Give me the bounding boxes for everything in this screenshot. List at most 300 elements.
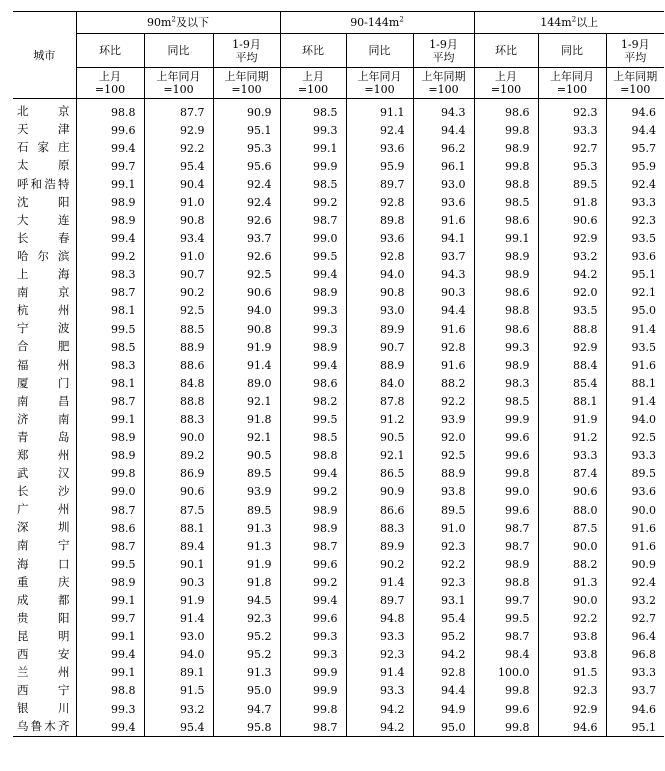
base-header: 上年同期 =100 [606,68,664,99]
index-value: 98.9 [280,519,346,537]
index-value: 87.8 [346,392,413,410]
table-row [13,392,664,410]
city-name: 沈 阳 [13,193,76,211]
index-value: 90.2 [346,555,413,573]
index-value: 95.0 [631,304,656,318]
index-value: 98.8 [280,447,346,465]
index-value: 92.5 [213,266,280,284]
index-value: 90.7 [144,266,213,284]
index-value: 93.3 [346,628,413,646]
index-value: 93.5 [538,302,606,320]
index-value: 99.0 [76,483,144,501]
index-value: 93.6 [346,139,413,157]
index-value: 91.8 [213,573,280,591]
city-name: 西 安 [13,646,76,664]
index-value: 94.9 [413,700,474,718]
index-value: 98.9 [76,193,144,211]
index-value: 90.0 [538,591,606,609]
index-value: 98.8 [474,302,538,320]
index-value: 91.6 [631,539,656,553]
index-value: 91.4 [631,394,656,408]
index-value: 92.1 [631,286,656,300]
index-value: 99.9 [280,664,346,682]
metric-header: 同比 [538,34,606,68]
index-value: 90.1 [144,555,213,573]
index-value: 94.4 [413,302,474,320]
index-value: 99.7 [76,610,144,628]
metric-header: 同比 [144,34,213,68]
index-value: 95.4 [144,718,213,737]
index-value: 98.6 [280,374,346,392]
index-value: 94.4 [631,123,656,137]
index-value: 85.4 [538,374,606,392]
index-value: 99.3 [280,302,346,320]
index-value: 91.4 [213,356,280,374]
index-value: 96.1 [413,157,474,175]
index-value: 96.2 [413,139,474,157]
index-value: 94.3 [413,266,474,284]
index-value: 99.0 [474,483,538,501]
index-value: 93.1 [413,591,474,609]
index-value: 89.9 [346,537,413,555]
index-value: 98.3 [474,374,538,392]
index-value: 91.4 [144,610,213,628]
index-value: 98.7 [280,718,346,737]
index-value: 98.7 [280,537,346,555]
index-value: 98.9 [474,555,538,573]
index-value: 99.7 [76,157,144,175]
table-row [13,230,664,248]
index-value: 88.0 [538,501,606,519]
city-name: 海 口 [13,555,76,573]
base-header: 上年同月 =100 [346,68,413,99]
index-value: 99.1 [76,628,144,646]
index-value: 92.9 [538,230,606,248]
table-row [13,175,664,193]
index-value: 98.9 [76,573,144,591]
index-value: 94.0 [631,413,656,427]
index-value: 98.7 [76,501,144,519]
city-name: 厦 门 [13,374,76,392]
index-value: 98.9 [474,266,538,284]
city-name: 武 汉 [13,465,76,483]
index-value: 95.2 [213,646,280,664]
index-value: 86.9 [144,465,213,483]
metric-header: 环比 [474,34,538,68]
index-value: 98.5 [474,392,538,410]
index-value: 92.4 [346,121,413,139]
index-value: 98.9 [76,211,144,229]
index-value: 89.5 [538,175,606,193]
index-value: 90.3 [144,573,213,591]
index-value: 92.5 [144,302,213,320]
index-value: 92.6 [213,211,280,229]
city-name: 济 南 [13,411,76,429]
index-value: 93.8 [538,646,606,664]
index-value: 94.8 [346,610,413,628]
base-header: 上年同期 =100 [213,68,280,99]
index-value: 98.5 [280,175,346,193]
index-value: 91.1 [346,99,413,122]
index-value: 91.6 [631,521,656,535]
index-value: 93.3 [346,682,413,700]
index-value: 88.8 [538,320,606,338]
index-value: 92.6 [213,248,280,266]
index-value: 98.7 [76,284,144,302]
city-name: 石家庄 [13,139,76,157]
index-value: 92.9 [538,700,606,718]
index-value: 98.8 [474,573,538,591]
index-value: 99.4 [280,356,346,374]
table-row [13,501,664,519]
index-value: 90.0 [144,429,213,447]
city-name: 南 京 [13,284,76,302]
index-value: 88.5 [144,320,213,338]
index-value: 94.5 [213,591,280,609]
index-value: 92.5 [631,431,656,445]
index-value: 88.6 [144,356,213,374]
group-header-90-below: $90m^2$及以下 [76,12,280,34]
index-value: 92.8 [346,248,413,266]
index-value: 88.1 [538,392,606,410]
index-value: 99.8 [474,121,538,139]
index-value: 91.3 [213,519,280,537]
index-value: 99.8 [474,157,538,175]
index-value: 89.2 [144,447,213,465]
index-value: 99.5 [76,320,144,338]
table-row [13,447,664,465]
index-value: 99.6 [474,447,538,465]
index-value: 94.0 [144,646,213,664]
index-value: 92.4 [631,575,656,589]
index-value: 98.6 [76,519,144,537]
index-value: 99.1 [76,411,144,429]
index-value: 98.9 [474,248,538,266]
index-value: 99.2 [280,193,346,211]
base-header: 上年同期 =100 [413,68,474,99]
metric-header: 1-9月 平均 [606,34,664,68]
table-row [13,356,664,374]
index-value: 92.7 [538,139,606,157]
index-value: 84.8 [144,374,213,392]
table-row [13,628,664,646]
index-value: 95.3 [538,157,606,175]
index-value: 92.3 [413,537,474,555]
table-row [13,139,664,157]
index-value: 95.1 [631,268,656,282]
index-value: 99.6 [280,610,346,628]
city-name: 天 津 [13,121,76,139]
index-value: 94.6 [538,718,606,737]
index-value: 93.4 [144,230,213,248]
index-value: 92.3 [413,573,474,591]
index-value: 98.7 [474,519,538,537]
city-column-header: 城市 [13,12,76,99]
table-row [13,555,664,573]
index-value: 98.3 [76,356,144,374]
table-row [13,519,664,537]
table-row [13,682,664,700]
group-header-144-above: $144m^2$以上 [474,12,664,34]
index-value: 88.9 [346,356,413,374]
index-value: 99.6 [474,501,538,519]
index-value: 88.4 [538,356,606,374]
table-row [13,99,664,122]
index-value: 91.6 [631,358,656,372]
index-value: 95.9 [631,159,656,173]
index-value: 91.0 [144,248,213,266]
index-value: 94.2 [346,718,413,737]
index-value: 91.8 [213,411,280,429]
index-value: 99.3 [76,700,144,718]
table-row [13,610,664,628]
city-name: 兰 州 [13,664,76,682]
index-value: 90.0 [631,503,656,517]
index-value: 95.1 [213,121,280,139]
city-name: 哈尔滨 [13,248,76,266]
index-value: 94.2 [538,266,606,284]
index-value: 93.8 [538,628,606,646]
table-row [13,591,664,609]
index-value: 95.0 [213,682,280,700]
index-value: 90.3 [413,284,474,302]
index-value: 90.9 [631,557,656,571]
index-value: 95.9 [346,157,413,175]
index-value: 90.5 [346,429,413,447]
index-value: 91.5 [538,664,606,682]
index-value: 99.6 [280,555,346,573]
index-value: 89.0 [213,374,280,392]
city-name: 大 连 [13,211,76,229]
index-value: 91.9 [144,591,213,609]
index-value: 99.8 [474,465,538,483]
index-value: 99.4 [76,230,144,248]
table-body [13,99,664,737]
index-value: 88.9 [413,465,474,483]
index-value: 98.1 [76,302,144,320]
index-value: 92.9 [144,121,213,139]
city-name: 南 昌 [13,392,76,410]
index-value: 94.2 [346,700,413,718]
base-header-row [13,68,664,99]
index-value: 91.9 [538,411,606,429]
index-value: 84.0 [346,374,413,392]
index-value: 99.6 [474,700,538,718]
table-row [13,374,664,392]
index-value: 99.1 [76,175,144,193]
index-value: 93.3 [631,666,656,680]
metric-header: 同比 [346,34,413,68]
index-value: 93.0 [413,175,474,193]
index-value: 91.0 [413,519,474,537]
city-name: 广 州 [13,501,76,519]
index-value: 88.1 [631,376,656,390]
city-name: 青 岛 [13,429,76,447]
city-name: 长 沙 [13,483,76,501]
index-value: 95.2 [413,628,474,646]
metric-header: 1-9月 平均 [413,34,474,68]
index-value: 87.5 [144,501,213,519]
table-row [13,302,664,320]
index-value: 99.3 [280,628,346,646]
index-value: 92.0 [538,284,606,302]
index-value: 90.6 [538,483,606,501]
index-value: 93.7 [631,684,656,698]
index-value: 91.4 [346,664,413,682]
index-value: 98.9 [76,429,144,447]
index-value: 89.5 [413,501,474,519]
index-value: 99.8 [474,718,538,737]
index-value: 98.1 [76,374,144,392]
index-value: 99.4 [76,139,144,157]
index-value: 99.5 [280,248,346,266]
index-value: 99.1 [76,664,144,682]
index-value: 98.9 [280,338,346,356]
index-value: 93.3 [538,121,606,139]
table-row [13,646,664,664]
city-name: 宁 波 [13,320,76,338]
metric-header: 环比 [76,34,144,68]
city-name: 合 肥 [13,338,76,356]
index-value: 93.3 [538,447,606,465]
index-value: 91.6 [413,320,474,338]
price-index-table [13,11,664,737]
index-value: 98.7 [280,211,346,229]
base-header: 上月 =100 [474,68,538,99]
index-value: 92.8 [346,193,413,211]
index-value: 92.1 [213,392,280,410]
table-row [13,248,664,266]
group-header-row [13,12,664,34]
index-value: 99.3 [280,121,346,139]
index-value: 88.1 [144,519,213,537]
index-value: 99.4 [280,591,346,609]
city-name: 成 都 [13,591,76,609]
index-value: 98.8 [474,175,538,193]
city-name: 长 春 [13,230,76,248]
index-value: 94.7 [213,700,280,718]
index-value: 96.8 [631,648,656,662]
index-value: 89.4 [144,537,213,555]
index-value: 93.7 [213,230,280,248]
index-value: 99.0 [280,230,346,248]
index-value: 95.4 [144,157,213,175]
table-row [13,411,664,429]
index-value: 99.4 [76,646,144,664]
index-value: 91.3 [538,573,606,591]
index-value: 95.6 [213,157,280,175]
index-value: 90.6 [538,211,606,229]
index-value: 93.3 [631,449,656,463]
index-value: 91.6 [413,356,474,374]
index-value: 94.4 [413,121,474,139]
index-value: 99.8 [76,465,144,483]
index-value: 90.6 [213,284,280,302]
index-value: 93.2 [144,700,213,718]
index-value: 93.5 [631,232,656,246]
index-value: 93.6 [346,230,413,248]
index-value: 98.9 [280,501,346,519]
index-value: 92.5 [413,447,474,465]
index-value: 92.1 [213,429,280,447]
index-value: 90.8 [213,320,280,338]
index-value: 96.4 [631,630,656,644]
index-value: 92.3 [538,682,606,700]
city-name: 呼和浩特 [13,175,76,193]
index-value: 92.3 [213,610,280,628]
city-name: 重 庆 [13,573,76,591]
table-row [13,338,664,356]
index-value: 89.1 [144,664,213,682]
index-value: 99.1 [76,591,144,609]
index-value: 91.8 [538,193,606,211]
index-value: 91.6 [413,211,474,229]
base-header: 上月 =100 [76,68,144,99]
base-header: 上年同月 =100 [144,68,213,99]
index-value: 99.9 [280,157,346,175]
index-value: 90.2 [144,284,213,302]
index-value: 89.9 [346,320,413,338]
index-value: 92.2 [538,610,606,628]
index-value: 93.2 [538,248,606,266]
index-value: 88.2 [413,374,474,392]
index-value: 90.8 [346,284,413,302]
index-value: 89.5 [631,467,656,481]
index-value: 93.9 [413,411,474,429]
index-value: 99.5 [474,610,538,628]
index-value: 88.3 [346,519,413,537]
index-value: 94.0 [213,302,280,320]
index-value: 91.4 [346,573,413,591]
index-value: 93.8 [413,483,474,501]
table-row [13,193,664,211]
index-value: 99.5 [76,555,144,573]
table-row [13,284,664,302]
index-value: 93.0 [144,628,213,646]
index-value: 89.5 [213,501,280,519]
index-value: 92.9 [538,338,606,356]
index-value: 98.5 [280,429,346,447]
city-name: 银 川 [13,700,76,718]
index-value: 99.4 [280,465,346,483]
table-row [13,211,664,229]
index-value: 95.7 [631,141,656,155]
index-value: 87.4 [538,465,606,483]
index-value: 88.2 [538,555,606,573]
city-name: 西 宁 [13,682,76,700]
index-value: 95.0 [413,718,474,737]
index-value: 95.4 [413,610,474,628]
index-value: 95.1 [606,718,664,737]
table-row [13,483,664,501]
index-value: 88.3 [144,411,213,429]
index-value: 98.7 [474,628,538,646]
index-value: 98.6 [474,211,538,229]
metric-header: 1-9月 平均 [213,34,280,68]
index-value: 99.8 [474,682,538,700]
index-value: 98.4 [474,646,538,664]
index-value: 95.3 [213,139,280,157]
index-value: 91.9 [213,338,280,356]
table-row [13,266,664,284]
index-value: 98.5 [76,338,144,356]
index-value: 90.4 [144,175,213,193]
index-value: 93.6 [413,193,474,211]
index-value: 90.6 [144,483,213,501]
index-value: 92.2 [413,392,474,410]
index-value: 93.9 [213,483,280,501]
index-value: 91.2 [538,429,606,447]
